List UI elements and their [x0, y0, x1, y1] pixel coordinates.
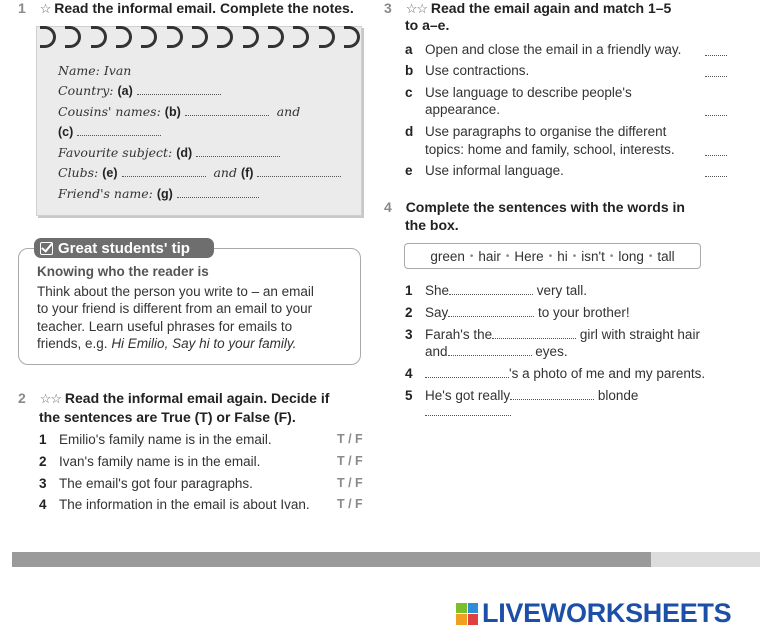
ex3-item	[405, 124, 666, 139]
match-blank-c[interactable]	[705, 106, 727, 116]
ex3-number: 3	[384, 0, 392, 16]
note-cousins-2	[58, 124, 161, 139]
ex4-instruction-2: the box.	[405, 217, 459, 233]
item-letter: a	[405, 42, 413, 57]
ex3-item	[405, 163, 564, 178]
item-number: 5	[405, 388, 413, 403]
fill-blank-2[interactable]	[448, 307, 534, 317]
fill-blank-4[interactable]	[425, 368, 509, 378]
blank-a[interactable]	[137, 85, 221, 95]
ex2-number: 2	[18, 390, 26, 406]
logo-square-icon	[456, 603, 467, 614]
ex2-heading	[18, 390, 329, 407]
spiral-ring-icon	[217, 26, 233, 48]
item-number: 3	[39, 476, 47, 491]
blank-g-label: (g)	[156, 187, 173, 201]
logo-square-icon	[468, 603, 479, 614]
ex4-sentence-3	[405, 327, 700, 342]
fill-blank-5[interactable]	[510, 390, 594, 400]
note-name: Name: Ivan	[58, 63, 132, 78]
tip-heading: Knowing who the reader is	[37, 264, 209, 279]
checkbox-icon	[40, 242, 53, 255]
sentence-text: to your brother!	[538, 305, 630, 320]
blank-f[interactable]	[257, 167, 341, 177]
word-item: hair	[478, 248, 501, 264]
sentence-text: girl with straight hair	[579, 327, 700, 342]
ex3-instruction-2: to a–e.	[405, 17, 450, 33]
note-clubs	[58, 165, 341, 180]
blank-f-label: (f)	[240, 166, 254, 180]
bullet-icon: •	[469, 250, 474, 262]
bullet-icon: •	[548, 250, 553, 262]
spiral-ring-icon	[344, 26, 360, 48]
sentence-text: She	[425, 283, 450, 298]
ex2-item	[39, 497, 369, 512]
item-text: The information in the email is about Ivan.	[59, 497, 310, 512]
ex4-number: 4	[384, 199, 392, 215]
bullet-icon: •	[505, 250, 510, 262]
true-false-choice[interactable]: T / F	[337, 497, 363, 511]
two-stars-icon: ☆☆	[405, 1, 427, 16]
item-text: Open and close the email in a friendly way.	[425, 42, 682, 57]
tip-body-example: Hi Emilio, Say hi to your family.	[111, 336, 297, 351]
item-number: 2	[405, 305, 413, 320]
note-country-label: Country:	[58, 83, 114, 98]
spiral-ring-icon	[167, 26, 183, 48]
item-text: The email's got four paragraphs.	[59, 476, 253, 491]
tip-body-plain: friends, e.g.	[37, 336, 108, 351]
ex4-heading	[384, 199, 685, 215]
sentence-text: blonde	[597, 388, 639, 403]
note-and: and	[276, 104, 301, 119]
item-number: 4	[39, 497, 47, 512]
ex2-item	[39, 432, 369, 447]
ex4-sentence-1	[405, 283, 587, 298]
blank-e[interactable]	[122, 167, 206, 177]
sentence-text: He's got really	[425, 388, 511, 403]
true-false-choice[interactable]: T / F	[337, 432, 363, 446]
ex2-item	[39, 476, 369, 491]
word-item: tall	[657, 248, 675, 264]
ex2-instruction: Read the informal email again. Decide if	[64, 390, 330, 406]
logo-icon	[456, 603, 478, 625]
ex4-sentence-5	[405, 388, 638, 403]
blank-e-label: (e)	[102, 166, 118, 180]
tip-title: Great students' tip	[58, 239, 190, 257]
logo-square-icon	[456, 614, 467, 625]
word-item: green	[430, 248, 465, 264]
item-text: Emilio's family name is in the email.	[59, 432, 272, 447]
two-stars-icon: ☆☆	[39, 391, 61, 406]
spiral-ring-icon	[192, 26, 208, 48]
ex3-item	[405, 85, 632, 100]
ex3-item	[405, 63, 529, 78]
sentence-text: and	[425, 344, 448, 359]
ex1-instruction: Read the informal email. Complete the notes.	[54, 0, 354, 16]
spiral-ring-icon	[319, 26, 335, 48]
spiral-ring-icon	[293, 26, 309, 48]
tip-body-line: teacher. Learn useful phrases for emails to	[37, 319, 293, 334]
word-box	[404, 243, 701, 269]
ex3-item	[405, 42, 681, 57]
true-false-choice[interactable]: T / F	[337, 454, 363, 468]
fill-blank-1[interactable]	[449, 285, 533, 295]
fill-blank-5-cont[interactable]	[425, 406, 511, 416]
ex4-instruction: Complete the sentences with the words in	[405, 199, 685, 215]
item-text: Use language to describe people's	[425, 85, 632, 100]
item-letter: e	[405, 163, 413, 178]
sentence-text: 's a photo of me and my parents.	[509, 366, 706, 381]
logo-text: LIVEWORKSHEETS	[482, 598, 732, 628]
bullet-icon: •	[572, 250, 577, 262]
note-friend-label: Friend's name:	[58, 186, 153, 201]
item-number: 4	[405, 366, 413, 381]
note-subject	[58, 145, 280, 160]
blank-c-label: (c)	[58, 125, 74, 139]
item-text: Ivan's family name is in the email.	[59, 454, 261, 469]
ex3-heading	[384, 0, 671, 17]
spiral-binding	[40, 26, 360, 52]
fill-blank-3a[interactable]	[492, 329, 576, 339]
logo-square-icon	[468, 614, 479, 625]
spiral-ring-icon	[141, 26, 157, 48]
sentence-text: very tall.	[536, 283, 588, 298]
tip-header	[34, 238, 214, 258]
spiral-ring-icon	[116, 26, 132, 48]
item-text-cont: topics: home and family, school, interests.	[425, 142, 675, 157]
word-item: hi	[557, 248, 568, 264]
spiral-ring-icon	[243, 26, 259, 48]
blank-c[interactable]	[77, 126, 161, 136]
spiral-ring-icon	[40, 26, 56, 48]
spiral-ring-icon	[268, 26, 284, 48]
word-item: long	[618, 248, 644, 264]
item-text: Use contractions.	[425, 63, 530, 78]
tip-body-line: to your friend is different from an email to your	[37, 301, 313, 316]
bullet-icon: •	[648, 250, 653, 262]
word-item: Here	[514, 248, 544, 264]
blank-g[interactable]	[177, 188, 259, 198]
blank-d-label: (d)	[176, 146, 193, 160]
fill-blank-3b[interactable]	[448, 346, 532, 356]
note-country	[58, 83, 221, 98]
ex2-instruction-2: the sentences are True (T) or False (F).	[39, 409, 296, 425]
match-blank-e[interactable]	[705, 167, 727, 177]
sentence-text: eyes.	[535, 344, 568, 359]
item-letter: d	[405, 124, 414, 139]
match-blank-a[interactable]	[705, 46, 727, 56]
tip-body-line	[37, 335, 296, 353]
match-blank-b[interactable]	[705, 67, 727, 77]
item-letter: b	[405, 63, 414, 78]
spiral-ring-icon	[65, 26, 81, 48]
star-icon: ☆	[39, 1, 51, 16]
blank-b[interactable]	[185, 106, 269, 116]
word-item: isn't	[581, 248, 605, 264]
blank-d[interactable]	[196, 147, 280, 157]
item-number: 3	[405, 327, 413, 342]
note-friend	[58, 186, 259, 201]
tip-body-line: Think about the person you write to – an email	[37, 284, 314, 299]
ex4-sentence-2	[405, 305, 630, 320]
ex2-item	[39, 454, 369, 469]
item-number: 1	[39, 432, 47, 447]
ex1-number: 1	[18, 0, 26, 16]
sentence-text: Farah's the	[425, 327, 493, 342]
ex3-instruction: Read the email again and match 1–5	[430, 0, 672, 16]
sentence-text: Say	[425, 305, 449, 320]
note-subject-label: Favourite subject:	[58, 145, 173, 160]
item-text-cont: appearance.	[425, 102, 501, 117]
progress-fill	[12, 552, 651, 567]
bullet-icon: •	[609, 250, 614, 262]
note-cousins	[58, 104, 300, 119]
note-clubs-label: Clubs:	[58, 165, 99, 180]
note-and: and	[213, 165, 237, 180]
ex1-heading	[18, 0, 354, 17]
liveworksheets-logo	[456, 598, 731, 629]
true-false-choice[interactable]: T / F	[337, 476, 363, 490]
match-blank-d[interactable]	[705, 146, 727, 156]
item-number: 2	[39, 454, 47, 469]
note-cousins-label: Cousins' names:	[58, 104, 161, 119]
item-text: Use informal language.	[425, 163, 564, 178]
spiral-ring-icon	[91, 26, 107, 48]
item-letter: c	[405, 85, 413, 100]
ex4-sentence-3-cont	[425, 344, 568, 359]
blank-a-label: (a)	[117, 84, 133, 98]
item-number: 1	[405, 283, 413, 298]
ex4-sentence-4	[405, 366, 705, 381]
blank-b-label: (b)	[164, 105, 181, 119]
item-text: Use paragraphs to organise the different	[425, 124, 667, 139]
